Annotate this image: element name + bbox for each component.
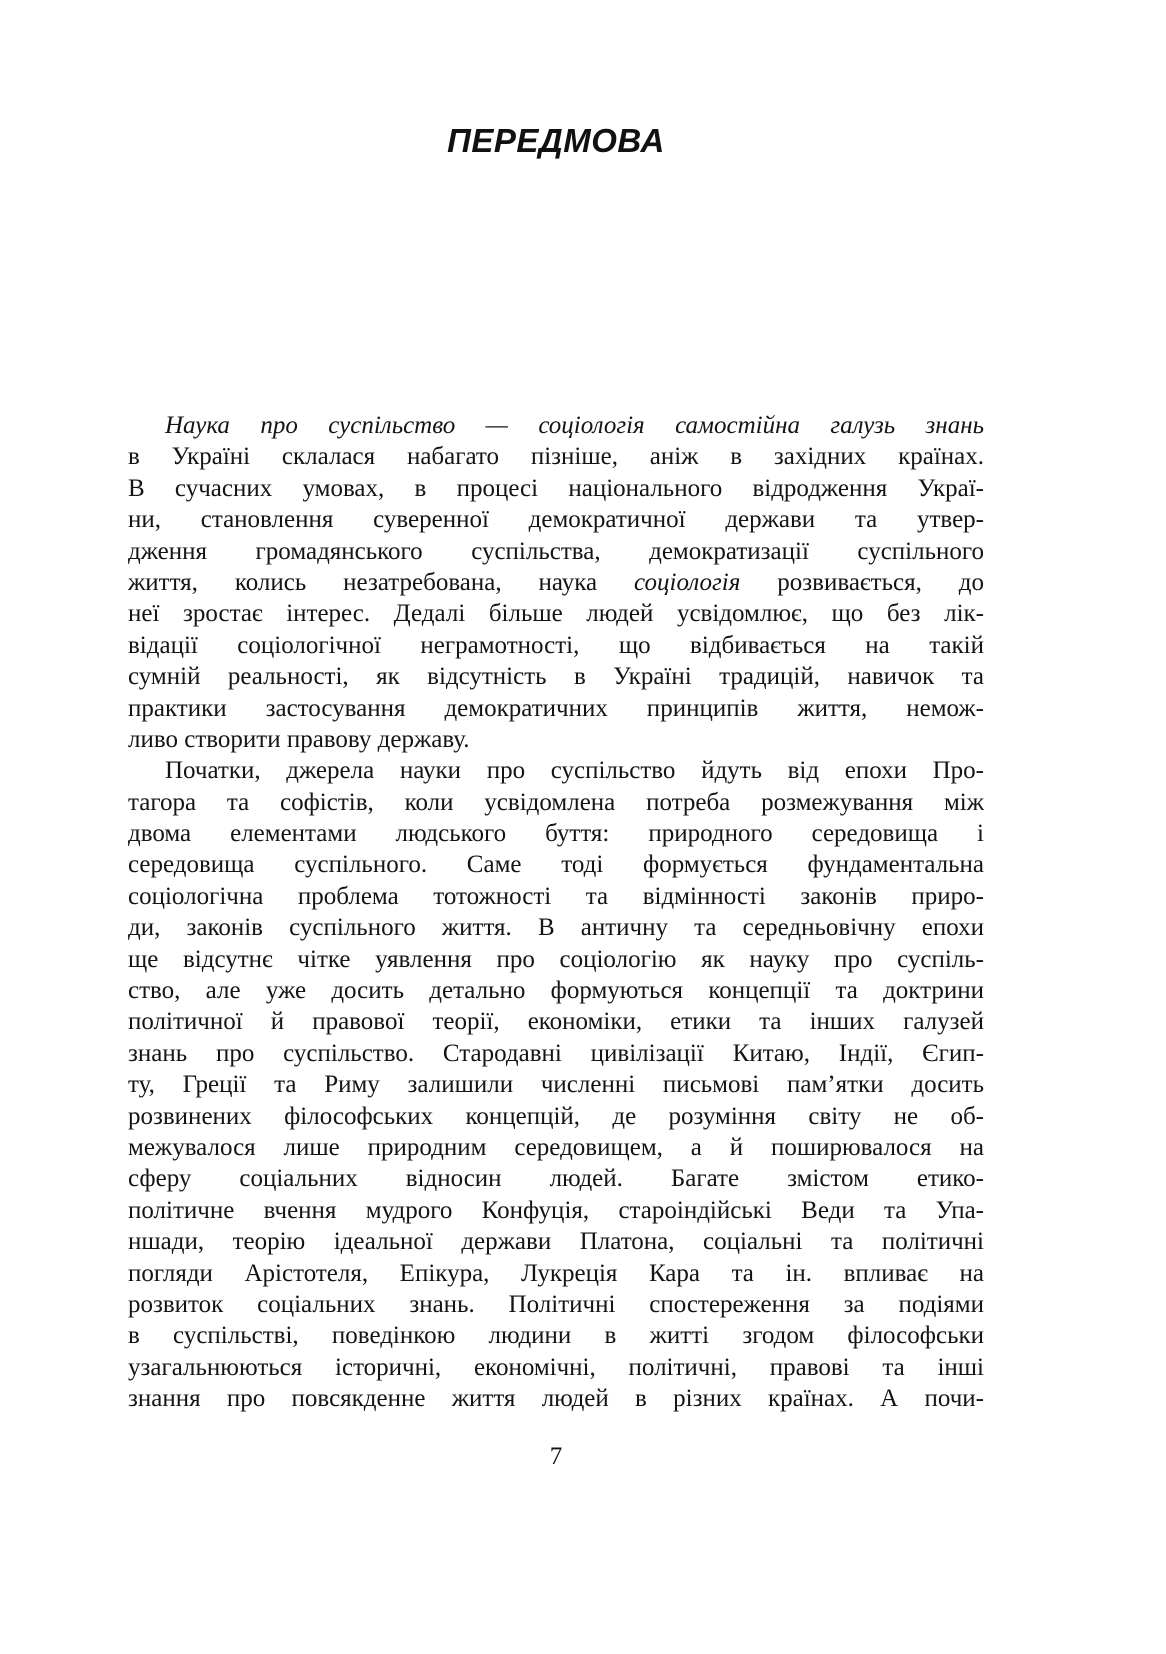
text-line xyxy=(128,975,984,1006)
text-line xyxy=(128,1069,984,1100)
text-line xyxy=(128,441,984,472)
text-line xyxy=(128,1195,984,1226)
text-segment: двома елементами людського буття: природного середовища і xyxy=(128,820,984,848)
text-line xyxy=(128,881,984,912)
text-segment: сумній реальності, як відсутність в Україні традицій, навичок та xyxy=(128,663,984,691)
text-line xyxy=(128,1226,984,1257)
text-line xyxy=(128,693,984,724)
text-line xyxy=(128,1352,984,1383)
text-line xyxy=(128,473,984,504)
page-number: 7 xyxy=(549,1443,563,1470)
text-line xyxy=(128,504,984,535)
text-segment: ливо створити правову державу. xyxy=(128,725,470,753)
text-segment: ншади, теорію ідеальної держави Платона, соціальні та політичні xyxy=(128,1228,984,1256)
text-line xyxy=(128,787,984,818)
text-segment: межувалося лише природним середовищем, а й поширювалося на xyxy=(128,1133,984,1161)
text-line xyxy=(128,661,984,692)
text-line xyxy=(128,410,984,441)
text-line xyxy=(128,1383,984,1414)
body-text xyxy=(128,410,984,1415)
text-segment: погляди Арістотеля, Епікура, Лукреція Кара та ін. впливає на xyxy=(128,1259,984,1287)
text-line xyxy=(128,944,984,975)
text-line xyxy=(128,1006,984,1037)
text-segment: соціологічна проблема тотожності та відмінності законів приро- xyxy=(128,882,984,910)
text-segment: ство, але уже досить детально формуються концепції та доктрини xyxy=(128,977,984,1005)
text-line xyxy=(128,567,984,598)
text-segment: ди, законів суспільного життя. В античну та середньовічну епохи xyxy=(128,914,984,942)
text-line xyxy=(128,1101,984,1132)
text-segment: знань про суспільство. Стародавні цивілізації Китаю, Індії, Єгип- xyxy=(128,1039,984,1067)
text-segment: розвивається, до xyxy=(740,568,984,596)
text-segment: ще відсутнє чітке уявлення про соціологію як науку про суспіль- xyxy=(128,945,984,973)
text-segment: відації соціологічної неграмотності, що відбивається на такій xyxy=(128,631,984,659)
text-segment: політичне вчення мудрого Конфуція, староіндійські Веди та Упа- xyxy=(128,1196,984,1224)
text-segment: ту, Греції та Риму залишили численні письмові пам’ятки досить xyxy=(128,1071,984,1099)
text-line xyxy=(128,724,984,755)
text-segment: практики застосування демократичних принципів життя, немож- xyxy=(128,694,984,722)
text-segment: політичної й правової теорії, економіки, етики та інших галузей xyxy=(128,1008,984,1036)
text-line xyxy=(128,1320,984,1351)
text-line xyxy=(128,849,984,880)
text-segment: знання про повсякденне життя людей в різних країнах. А почи- xyxy=(128,1385,984,1413)
text-line xyxy=(128,1038,984,1069)
text-segment: узагальнюються історичні, економічні, політичні, правові та інші xyxy=(128,1353,984,1381)
text-line xyxy=(128,536,984,567)
page-title: ПЕРЕДМОВА xyxy=(447,122,665,160)
text-segment: ни, становлення суверенної демократичної держави та утвер- xyxy=(128,506,984,534)
text-segment: В сучасних умовах, в процесі національного відродження Украї- xyxy=(128,474,984,502)
text-line xyxy=(128,598,984,629)
text-line xyxy=(128,912,984,943)
italic-text-segment: соціологія xyxy=(634,568,741,596)
text-segment: дження громадянського суспільства, демократизації суспільного xyxy=(128,537,984,565)
text-line xyxy=(128,1289,984,1320)
text-segment: в Україні склалася набагато пізніше, аніж в західних країнах. xyxy=(128,443,984,471)
text-segment: в суспільстві, поведінкою людини в житті згодом філософськи xyxy=(128,1322,984,1350)
text-line xyxy=(128,755,984,786)
text-line xyxy=(128,1258,984,1289)
text-segment: розвиток соціальних знань. Політичні спостереження за подіями xyxy=(128,1290,984,1318)
text-line xyxy=(128,1163,984,1194)
text-segment: неї зростає інтерес. Дедалі більше людей усвідомлює, що без лік- xyxy=(128,600,984,628)
text-line xyxy=(128,818,984,849)
text-segment: тагора та софістів, коли усвідомлена потреба розмежування між xyxy=(128,788,984,816)
text-segment: сферу соціальних відносин людей. Багате змістом етико- xyxy=(128,1165,984,1193)
text-line xyxy=(128,1132,984,1163)
text-segment: Початки, джерела науки про суспільство йдуть від епохи Про- xyxy=(165,757,984,785)
text-segment: життя, колись незатребована, наука xyxy=(128,568,635,596)
text-line xyxy=(128,630,984,661)
italic-text-segment: Наука про суспільство — соціологія самостійна галузь знань xyxy=(165,412,984,439)
text-segment: середовища суспільного. Саме тоді формується фундаментальна xyxy=(128,851,984,879)
text-segment: розвинених філософських концепцій, де розуміння світу не об- xyxy=(128,1102,984,1130)
